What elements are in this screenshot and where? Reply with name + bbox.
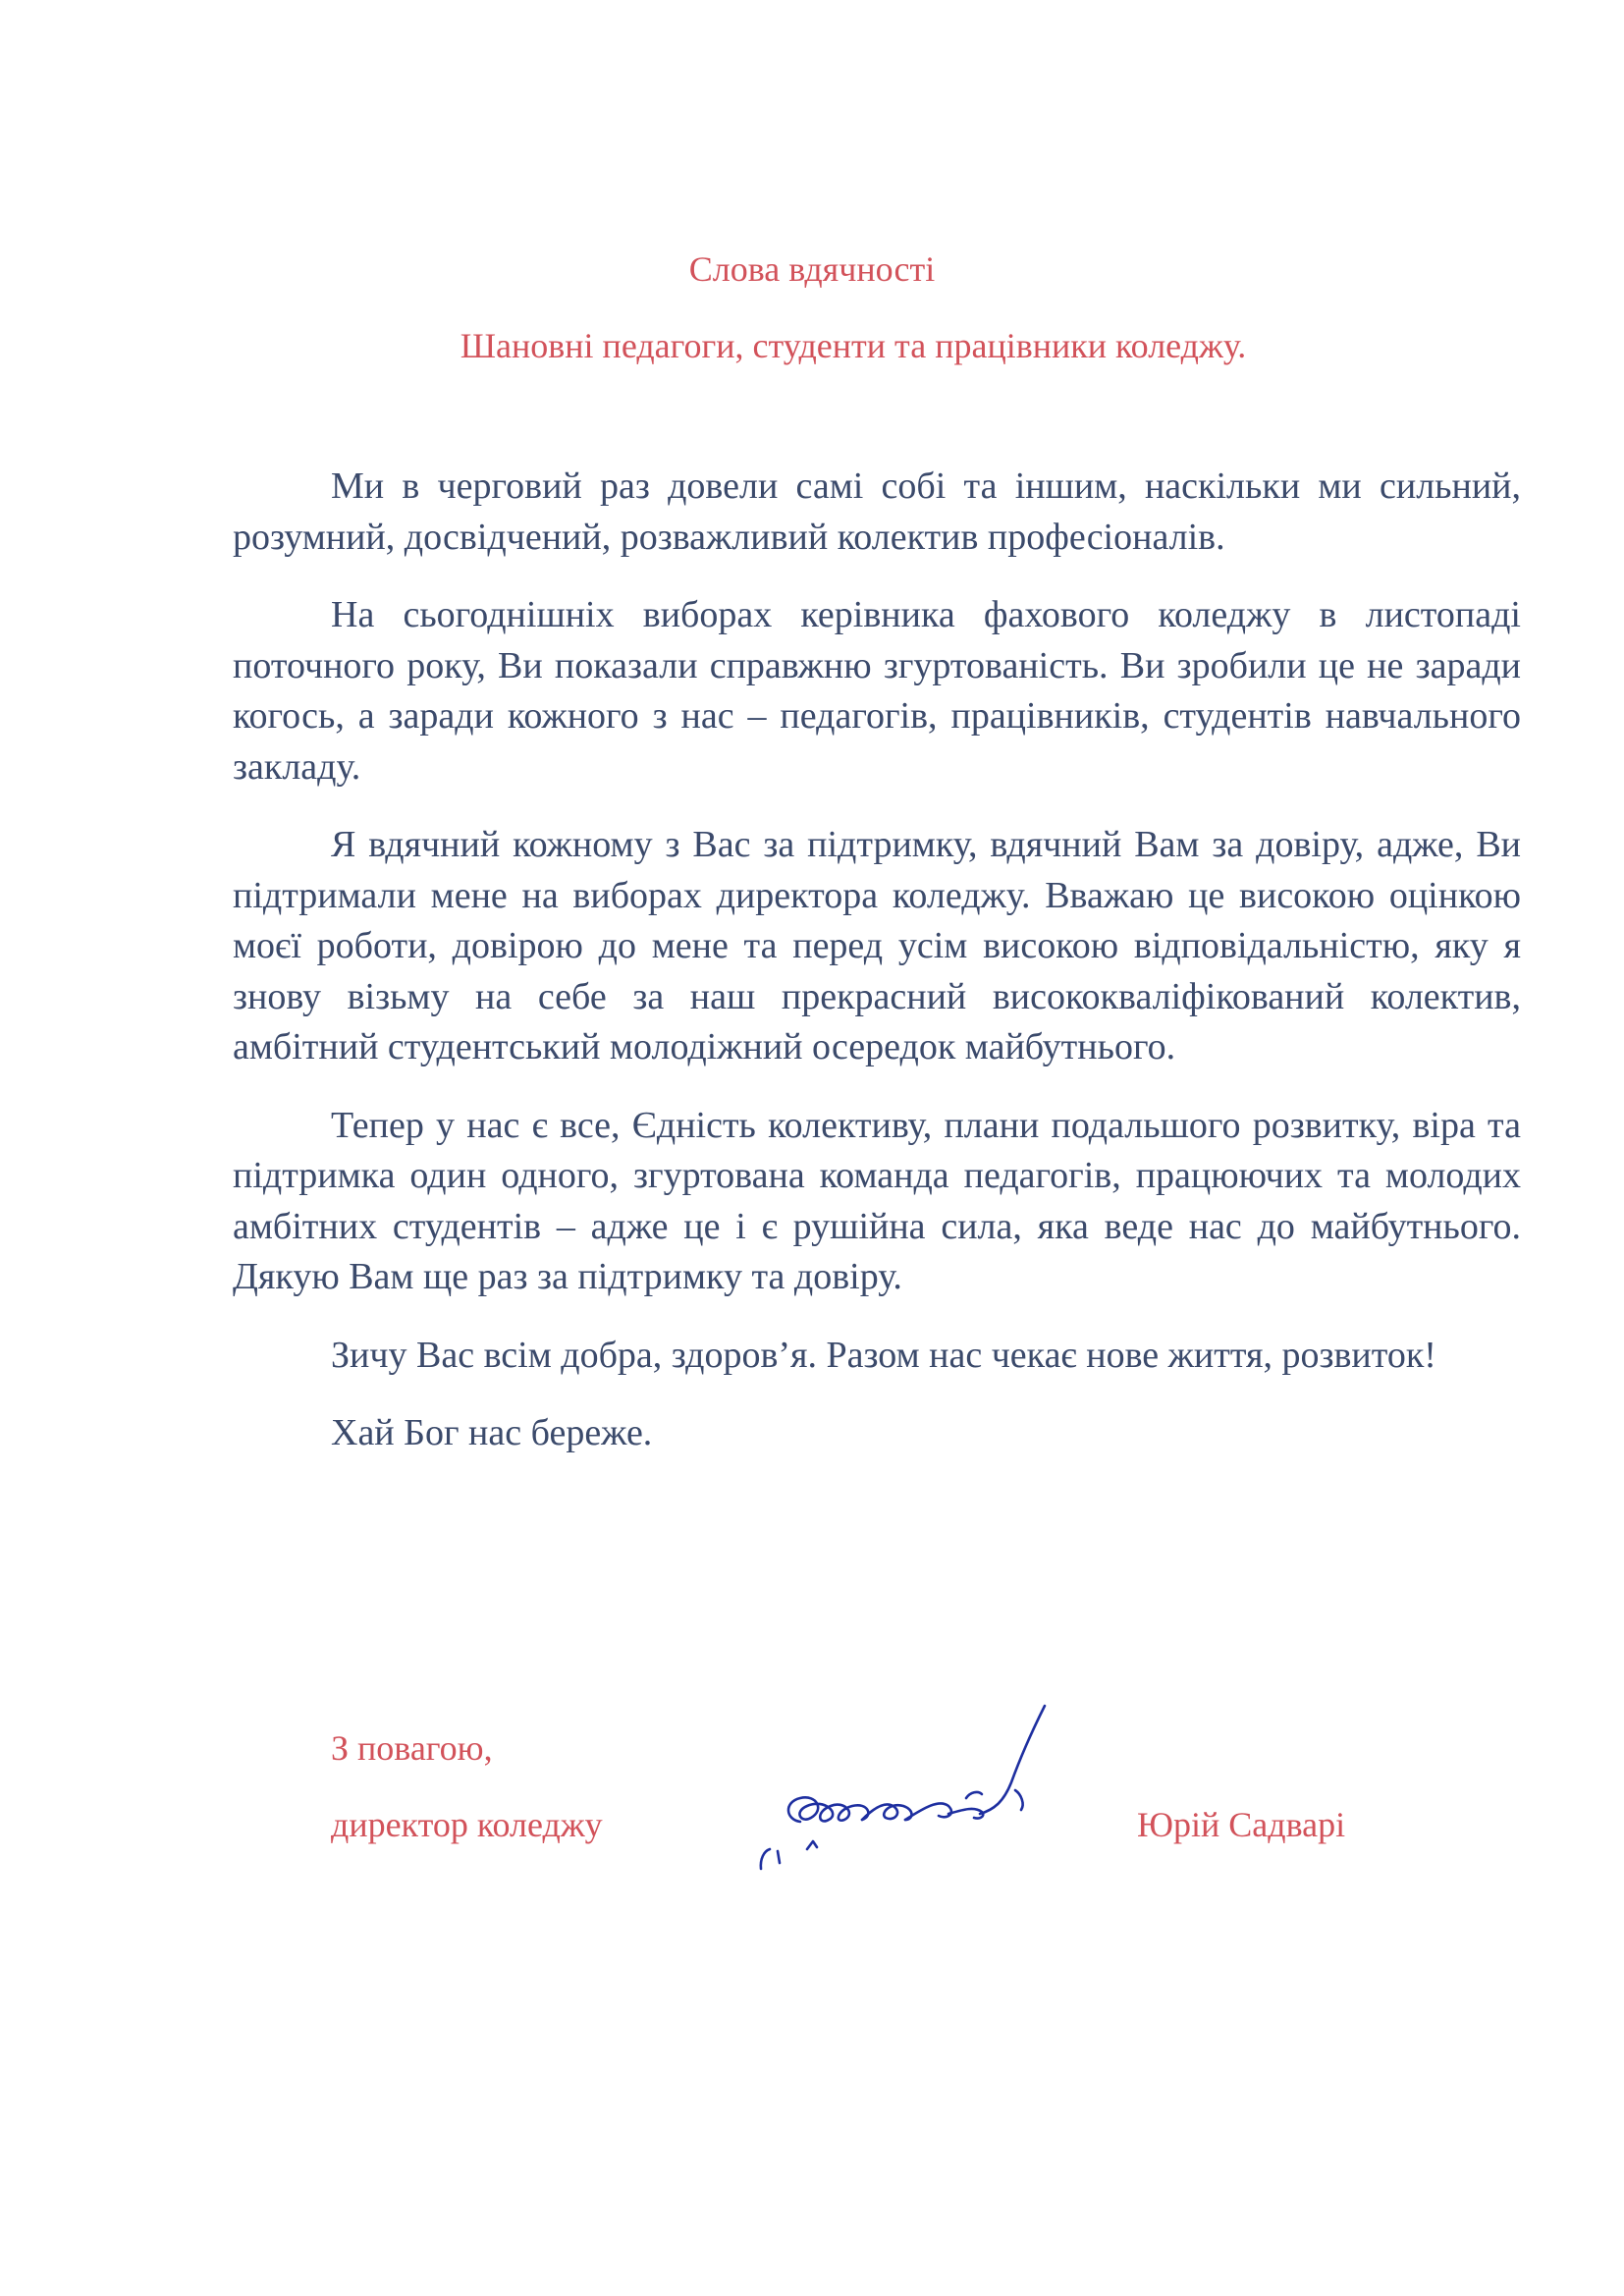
handwritten-signature (746, 1704, 1139, 1900)
body-paragraph: Хай Бог нас береже. (331, 1412, 653, 1453)
body-paragraph: Ми в черговий раз довели самі собі та іншим, наскільки ми сильний, розумний, досвідчений, розважливий колектив професіоналів. (233, 465, 1521, 558)
letter-title: Слова вдячності (688, 249, 936, 289)
closing-position: директор коледжу (331, 1805, 603, 1844)
body-paragraph: На сьогоднішніх виборах керівника фахового коледжу в листопаді поточного року, Ви показали справжню згуртованість. Ви зробили це не заради когось, а заради кожного з нас – педагогів, працівників, студентів навчального закладу. (233, 594, 1521, 788)
letter-greeting: Шановні педагоги, студенти та працівники коледжу. (460, 326, 1247, 365)
body-paragraph: Зичу Вас всім добра, здоров’я. Разом нас чекає нове життя, розвиток! (331, 1334, 1436, 1376)
body-paragraph: Я вдячний кожному з Вас за підтримку, вдячний Вам за довіру, адже, Ви підтримали мене на виборах директора коледжу. Вважаю це високою оцінкою моєї роботи, довірою до мене та перед усім високою відповідальністю, яку я знову візьму на себе за наш прекрасний висококваліфікований колектив, амбітний студентський молодіжний осередок майбутнього. (233, 824, 1521, 1067)
closing-regards: З повагою, (331, 1728, 493, 1768)
letter-body (233, 462, 1521, 1487)
signer-name: Юрій Садварі (1137, 1805, 1346, 1844)
body-paragraph: Тепер у нас є все, Єдність колективу, плани подальшого розвитку, віра та підтримка один одного, згуртована команда педагогів, працюючих та молодих амбітних студентів – адже це і є рушійна сила, яка веде нас до майбутнього. Дякую Вам ще раз за підтримку та довіру. (233, 1104, 1521, 1297)
